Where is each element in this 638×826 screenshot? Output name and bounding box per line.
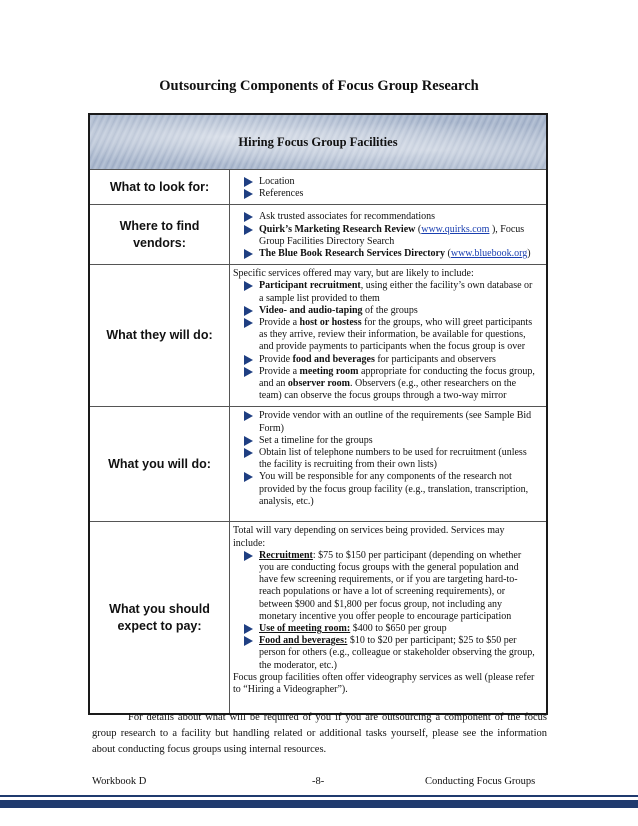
bullet-item xyxy=(233,635,538,672)
bullet-item xyxy=(233,354,538,366)
bullet-bold-text: Use of meeting room: xyxy=(259,623,351,635)
bullet-item xyxy=(233,471,538,508)
bullet-item xyxy=(233,447,538,471)
arrow-bullet-icon xyxy=(244,225,253,235)
bullet-item xyxy=(233,176,538,188)
table-row xyxy=(90,265,546,407)
table-row xyxy=(90,522,546,713)
bullet-text: $10 to $20 per participant; $25 to $50 per person for others (e.g., colleague or stakeholder observing the group, the moderator, etc.) xyxy=(259,635,535,671)
arrow-bullet-icon xyxy=(244,411,253,421)
row-label: Where to find vendors: xyxy=(90,205,230,264)
arrow-bullet-icon xyxy=(244,306,253,316)
bullet-text: Location xyxy=(259,176,295,187)
bullet-item xyxy=(233,248,538,260)
row-content xyxy=(230,265,546,406)
row-content xyxy=(230,205,546,264)
bullet-bold-text: Food and beverages: xyxy=(259,635,348,647)
bullet-text: for the groups, who will greet participants as they arrive, review their information, be available for questions, and provide payments to participants when the focus group is over xyxy=(259,317,533,353)
outro-text: Focus group facilities often offer videography services as well (please refer to “Hiring a Videographer”). xyxy=(233,671,535,696)
bullet-item xyxy=(233,211,538,223)
arrow-bullet-icon xyxy=(244,318,253,328)
footer-rule-thick xyxy=(0,800,638,808)
arrow-bullet-icon xyxy=(244,281,253,291)
bullet-bold-text: observer room xyxy=(287,378,351,390)
bullet-text: ( xyxy=(445,248,451,260)
bullet-text: Obtain list of telephone numbers to be used for recruitment (unless the facility is recruiting from their own lists) xyxy=(259,447,527,471)
bullet-item xyxy=(233,224,538,248)
bullet-item xyxy=(233,305,538,317)
bullet-item xyxy=(233,188,538,200)
bullet-text: for participants and observers xyxy=(374,353,496,365)
bullet-text: Set a timeline for the groups xyxy=(259,434,373,446)
arrow-bullet-icon xyxy=(244,448,253,458)
row-label: What you should expect to pay: xyxy=(90,522,230,713)
bullet-text: . Observers (e.g., other researchers on the team) can observe the focus groups through a two-way mirror xyxy=(259,378,517,402)
row-label: What to look for: xyxy=(90,170,230,204)
bullet-text: ( xyxy=(415,223,422,235)
intro-text: Specific services offered may vary, but are likely to include: xyxy=(233,268,474,280)
bullet-item xyxy=(233,317,538,354)
bullet-text: of the groups xyxy=(362,304,418,316)
facilities-table xyxy=(88,113,548,715)
bullet-item xyxy=(233,366,538,403)
bullet-item xyxy=(233,623,538,635)
arrow-bullet-icon xyxy=(244,177,253,187)
bullet-text: , using either the facility’s own database or a sample list provided to them xyxy=(259,280,533,304)
footer-rule-thin xyxy=(0,795,638,797)
arrow-bullet-icon xyxy=(244,436,253,446)
bullet-item xyxy=(233,410,538,434)
table-row xyxy=(90,170,546,205)
footer-left: Workbook D xyxy=(92,776,147,787)
bullet-item xyxy=(233,550,538,623)
bullet-text: Provide vendor with an outline of the requirements (see Sample Bid Form) xyxy=(259,410,532,434)
footer-right: Conducting Focus Groups xyxy=(425,776,536,787)
bullet-text: Provide a xyxy=(259,365,300,377)
arrow-bullet-icon xyxy=(244,212,253,222)
row-content xyxy=(230,407,546,521)
vendor-link[interactable]: www.quirks.com xyxy=(421,223,490,235)
arrow-bullet-icon xyxy=(244,472,253,482)
vendor-link[interactable]: www.bluebook.org xyxy=(450,248,528,260)
paragraph-text: For details about what will be required of you if you are outsourcing a component of the focus group research to a facility but handling related or additional tasks yourself, please see the information about conducting focus groups using internal resources. xyxy=(92,712,547,755)
bullet-bold-text: food and beverages xyxy=(292,353,375,365)
bullet-text: Ask trusted associates for recommendations xyxy=(259,211,436,223)
body-paragraph xyxy=(92,710,547,758)
bullet-text: $400 to $650 per group xyxy=(350,623,447,635)
arrow-bullet-icon xyxy=(244,636,253,646)
bullet-item xyxy=(233,435,538,447)
row-content xyxy=(230,170,546,204)
intro-text: Total will vary depending on services being provided. Services may include: xyxy=(233,525,505,549)
bullet-text: Provide xyxy=(259,353,293,365)
row-label: What you will do: xyxy=(90,407,230,521)
bullet-bold-text: The Blue Book Research Services Directory xyxy=(259,248,445,260)
table-row xyxy=(90,205,546,265)
bullet-bold-text: Video- and audio-taping xyxy=(259,304,363,316)
table-row xyxy=(90,407,546,522)
arrow-bullet-icon xyxy=(244,249,253,259)
bullet-bold-text: Quirk’s Marketing Research Review xyxy=(259,223,416,235)
arrow-bullet-icon xyxy=(244,355,253,365)
bullet-bold-text: Participant recruitment xyxy=(259,280,361,292)
bullet-text: You will be responsible for any components of the research not provided by the focus group facility (e.g., translation, transcription, analysis, etc.) xyxy=(259,471,529,507)
arrow-bullet-icon xyxy=(244,367,253,377)
arrow-bullet-icon xyxy=(244,189,253,199)
bullet-text: References xyxy=(259,188,304,200)
bullet-text: Provide a xyxy=(259,317,300,329)
arrow-bullet-icon xyxy=(244,551,253,561)
bullet-bold-text: Recruitment xyxy=(259,549,313,561)
table-header: Hiring Focus Group Facilities xyxy=(90,115,546,170)
bullet-text: ) xyxy=(527,248,531,260)
bullet-text: appropriate for conducting the focus group, and an xyxy=(259,365,535,390)
bullet-bold-text: host or hostess xyxy=(299,317,362,329)
bullet-item xyxy=(233,280,538,304)
table-body xyxy=(90,170,546,713)
footer-page-number: -8- xyxy=(312,776,325,787)
row-label: What they will do: xyxy=(90,265,230,406)
bullet-text: ), Focus Group Facilities Directory Search xyxy=(259,223,525,247)
arrow-bullet-icon xyxy=(244,624,253,634)
bullet-bold-text: meeting room xyxy=(299,365,359,377)
bullet-text: : $75 to $150 per participant (depending on whether you are conducting focus groups with the general population and have few screening requirements, or if you are targeting hard-to-reach populations or have a lot of screening requirements), or between $900 and $1,800 per focus group, not including any monetary incentive you offer people to encourage participation xyxy=(259,549,522,622)
row-content xyxy=(230,522,546,713)
page-title: Outsourcing Components of Focus Group Research xyxy=(159,78,479,94)
